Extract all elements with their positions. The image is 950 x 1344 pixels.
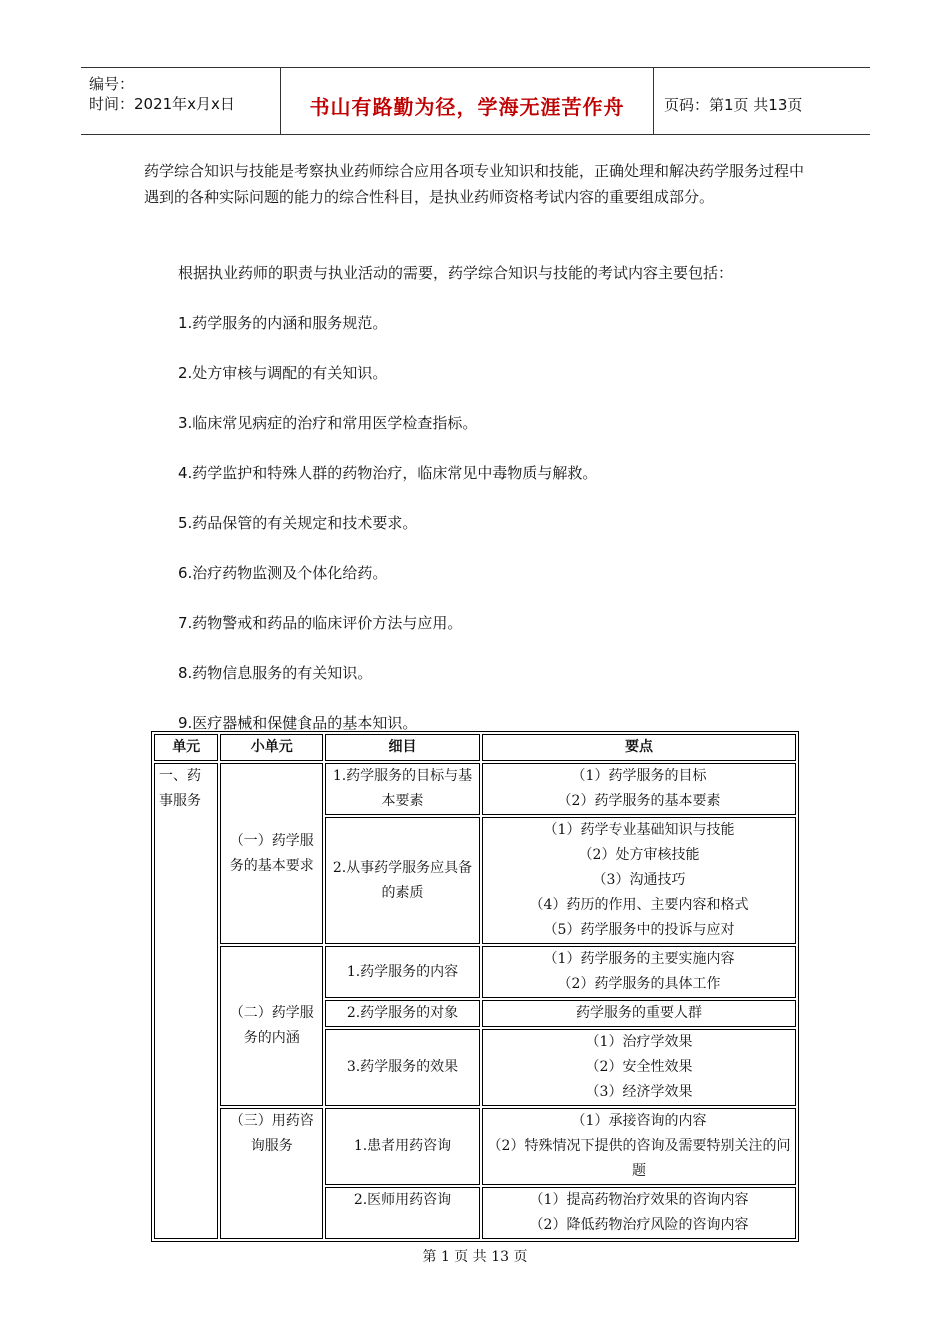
header-meta-cell bbox=[81, 68, 281, 134]
points-cell bbox=[482, 1000, 796, 1027]
subunit-cell: （三）用药咨询服务 bbox=[220, 1108, 323, 1239]
col-header-points: 要点 bbox=[482, 734, 796, 761]
point-item: （1）提高药物治疗效果的咨询内容 bbox=[529, 1192, 749, 1208]
points-cell bbox=[482, 1029, 796, 1106]
list-item: 1.药学服务的内涵和服务规范。 bbox=[178, 314, 388, 332]
points-cell bbox=[482, 1187, 796, 1239]
list-item: 9.医疗器械和保健食品的基本知识。 bbox=[178, 714, 418, 732]
point-item: （2）安全性效果 bbox=[585, 1059, 693, 1075]
list-item: 8.药物信息服务的有关知识。 bbox=[178, 664, 373, 682]
col-header-unit: 单元 bbox=[154, 734, 218, 761]
point-item: （1）药学服务的目标 bbox=[571, 768, 707, 784]
table-row bbox=[154, 1108, 796, 1185]
list-item: 7.药物警戒和药品的临床评价方法与应用。 bbox=[178, 614, 463, 632]
number-label: 编号： bbox=[89, 75, 135, 93]
point-item: （2）特殊情况下提供的咨询及需要特别关注的问题 bbox=[487, 1138, 791, 1179]
intro-paragraph: 药学综合知识与技能是考察执业药师综合应用各项专业知识和技能，正确处理和解决药学服务过程中遇到的各种实际问题的能力的综合性科目，是执业药师资格考试内容的重要组成部分。 bbox=[144, 162, 805, 206]
page-footer: 第 1 页 共 13 页 bbox=[422, 1249, 528, 1265]
point-item: （2）处方审核技能 bbox=[578, 847, 700, 863]
detail-cell: 2.医师用药咨询 bbox=[325, 1187, 480, 1239]
point-item: （2）药学服务的具体工作 bbox=[557, 976, 721, 992]
list-item: 3.临床常见病症的治疗和常用医学检查指标。 bbox=[178, 414, 478, 432]
subunit-cell: （二）药学服务的内涵 bbox=[220, 946, 323, 1106]
point-item: （1）药学专业基础知识与技能 bbox=[543, 822, 735, 838]
col-header-detail: 细目 bbox=[325, 734, 480, 761]
detail-cell: 2.从事药学服务应具备的素质 bbox=[325, 817, 480, 944]
point-item: （1）药学服务的主要实施内容 bbox=[543, 951, 735, 967]
point-item: （1）承接咨询的内容 bbox=[571, 1113, 707, 1129]
header-page-cell bbox=[654, 68, 870, 134]
header-motto-cell bbox=[281, 68, 654, 134]
content-scope-paragraph: 根据执业药师的职责与执业活动的需要，药学综合知识与技能的考试内容主要包括： bbox=[178, 264, 734, 282]
point-item: （1）治疗学效果 bbox=[585, 1034, 693, 1050]
point-item: （2）降低药物治疗风险的咨询内容 bbox=[529, 1217, 749, 1233]
table-row bbox=[154, 763, 796, 815]
exam-content-list bbox=[178, 310, 597, 760]
point-item: （4）药历的作用、主要内容和格式 bbox=[529, 897, 749, 913]
detail-cell: 1.药学服务的目标与基本要素 bbox=[325, 763, 480, 815]
detail-cell: 3.药学服务的效果 bbox=[325, 1029, 480, 1106]
syllabus-table-wrapper bbox=[151, 731, 799, 1242]
list-item: 2.处方审核与调配的有关知识。 bbox=[178, 364, 388, 382]
detail-cell: 1.患者用药咨询 bbox=[325, 1108, 480, 1185]
unit-cell: 一、药事服务 bbox=[154, 763, 218, 1239]
motto: 书山有路勤为径，学海无涯苦作舟 bbox=[309, 95, 625, 119]
points-cell bbox=[482, 763, 796, 815]
col-header-subunit: 小单元 bbox=[220, 734, 323, 761]
list-item: 6.治疗药物监测及个体化给药。 bbox=[178, 564, 388, 582]
detail-cell: 2.药学服务的对象 bbox=[325, 1000, 480, 1027]
page-info: 页码：第1页 共13页 bbox=[664, 96, 803, 114]
list-item: 4.药学监护和特殊人群的药物治疗，临床常见中毒物质与解救。 bbox=[178, 464, 598, 482]
detail-cell: 1.药学服务的内容 bbox=[325, 946, 480, 998]
table-row bbox=[154, 946, 796, 998]
points-cell bbox=[482, 817, 796, 944]
list-item: 5.药品保管的有关规定和技术要求。 bbox=[178, 514, 418, 532]
page-header bbox=[81, 67, 870, 135]
time-label: 时间：2021年x月x日 bbox=[89, 95, 235, 113]
point-item: （3）经济学效果 bbox=[585, 1084, 693, 1100]
points-cell bbox=[482, 1108, 796, 1185]
table-header-row bbox=[154, 734, 796, 761]
point-item: （2）药学服务的基本要素 bbox=[557, 793, 721, 809]
points-cell bbox=[482, 946, 796, 998]
syllabus-table bbox=[151, 731, 799, 1242]
point-item: 药学服务的重要人群 bbox=[576, 1005, 702, 1021]
point-item: （5）药学服务中的投诉与应对 bbox=[543, 922, 735, 938]
point-item: （3）沟通技巧 bbox=[592, 872, 686, 888]
subunit-cell: （一）药学服务的基本要求 bbox=[220, 763, 323, 944]
